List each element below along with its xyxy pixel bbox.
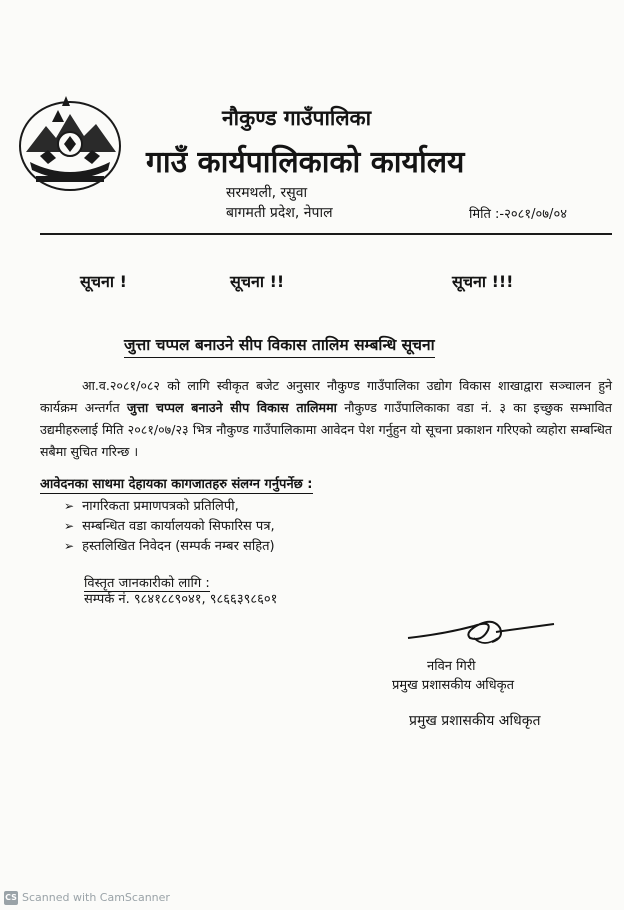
address-line-1: सरमथली, रसुवा xyxy=(226,185,308,201)
requirement-item xyxy=(64,496,239,514)
requirement-item xyxy=(64,516,275,534)
contact-numbers: सम्पर्क नं. ९८४१८८९०४१, ९८६६३९८६०१ xyxy=(84,592,278,607)
signatory-name: नविन गिरी xyxy=(427,659,476,674)
government-emblem-icon xyxy=(12,92,128,196)
body-text-start: आ.व.२०८१/०८२ को लागि स्वीकृत बजेट अनुसार नौकुण्ड गाउँपालिका उद्योग विकास शाखाद्वारा सञ्चालन हुने कार्यक्रम अन्तर्गत xyxy=(40,378,612,415)
notice-label-3: सूचना !!! xyxy=(452,272,514,291)
office-name: गाउँ कार्यपालिकाको कार्यालय xyxy=(146,145,465,180)
requirements-heading: आवेदनका साथमा देहायका कागजातहरु संलग्न गर्नुपर्नेछ : xyxy=(40,474,313,494)
notice-label-2: सूचना !! xyxy=(230,272,285,291)
requirement-text: हस्तलिखित निवेदन (सम्पर्क नम्बर सहित) xyxy=(82,539,275,554)
arrow-bullet-icon: ➢ xyxy=(64,519,75,533)
arrow-bullet-icon: ➢ xyxy=(64,539,75,553)
letter-date: मिति :-२०८१/०७/०४ xyxy=(469,207,567,222)
signature-icon xyxy=(404,608,560,660)
body-text-highlight: जुत्ता चप्पल बनाउने सीप विकास तालिममा xyxy=(127,400,337,415)
requirement-text: नागरिकता प्रमाणपत्रको प्रतिलिपी, xyxy=(82,499,239,514)
camscanner-logo-icon: CS xyxy=(4,891,18,905)
municipality-name: नौकुण्ड गाउँपालिका xyxy=(222,106,372,130)
contact-heading: विस्तृत जानकारीको लागि : xyxy=(84,573,210,592)
body-text-end: नौकुण्ड गाउँपालिकाका वडा नं. ३ का इच्छुक सम्भावित उद्यमीहरुलाई मिति २०८१/०७/२३ भित्र नौकुण्ड गाउँपालिकामा आवेदन पेश गर्नुहुन यो सूचना प्रकाशन गरिएको व्यहोरा सम्बन्धित सबैमा सुचित गरिन्छ । xyxy=(40,400,612,459)
stamp-title: प्रमुख प्रशासकीय अधिकृत xyxy=(409,713,541,729)
requirement-text: सम्बन्धित वडा कार्यालयको सिफारिस पत्र, xyxy=(82,519,275,534)
notice-subject: जुत्ता चप्पल बनाउने सीप विकास तालिम सम्बन्धि सूचना xyxy=(124,333,435,358)
header-divider xyxy=(40,233,612,235)
arrow-bullet-icon: ➢ xyxy=(64,499,75,513)
signatory-title: प्रमुख प्रशासकीय अधिकृत xyxy=(392,678,515,693)
address-line-2: बागमती प्रदेश, नेपाल xyxy=(226,205,333,221)
notice-label-1: सूचना ! xyxy=(80,272,127,291)
notice-body xyxy=(40,375,612,463)
requirement-item xyxy=(64,536,275,554)
camscanner-watermark: Scanned with CamScanner xyxy=(22,891,170,904)
